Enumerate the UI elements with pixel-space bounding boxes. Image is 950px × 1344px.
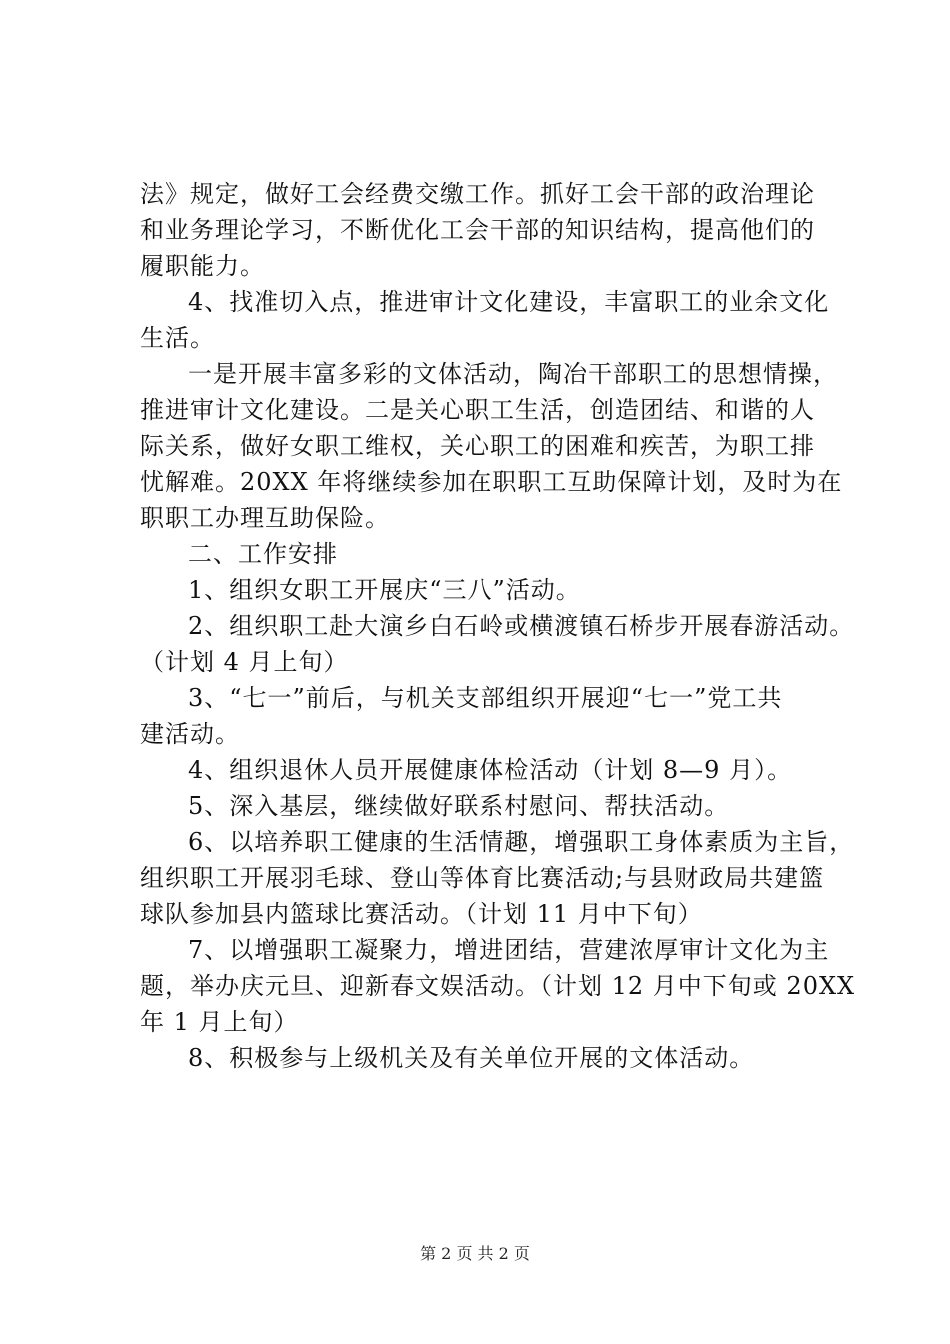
text-line: 履职能力。 <box>140 252 265 280</box>
text-line: 球队参加县内篮球比赛活动。（计划 11 月中下旬） <box>140 900 703 928</box>
text-line: 一是开展丰富多彩的文体活动，陶冶干部职工的思想情操， <box>188 360 838 388</box>
text-line: 6、以培养职工健康的生活情趣，增强职工身体素质为主旨， <box>188 828 855 856</box>
text-line: 推进审计文化建设。二是关心职工生活，创造团结、和谐的人 <box>140 396 815 424</box>
text-line: 3、“七一”前后，与机关支部组织开展迎“七一”党工共 <box>188 684 783 712</box>
text-line: 2、组织职工赴大演乡白石岭或横渡镇石桥步开展春游活动。 <box>188 612 855 640</box>
text-line: 年 1 月上旬） <box>140 1008 299 1036</box>
text-line: 法》规定，做好工会经费交缴工作。抓好工会干部的政治理论 <box>140 180 815 208</box>
text-line: 7、以增强职工凝聚力，增进团结，营建浓厚审计文化为主 <box>188 936 830 964</box>
text-line: 4、组织退休人员开展健康体检活动（计划 8—9 月）。 <box>188 756 793 784</box>
document-body <box>140 176 856 1076</box>
text-line: 生活。 <box>140 324 215 352</box>
text-line: 1、组织女职工开展庆“三八”活动。 <box>188 576 581 604</box>
text-line: 4、找准切入点，推进审计文化建设，丰富职工的业余文化 <box>188 288 830 316</box>
section-heading: 二、工作安排 <box>188 540 338 568</box>
text-line: （计划 4 月上旬） <box>140 648 349 676</box>
text-line: 8、积极参与上级机关及有关单位开展的文体活动。 <box>188 1044 755 1072</box>
text-line: 际关系，做好女职工维权，关心职工的困难和疾苦，为职工排 <box>140 432 815 460</box>
text-line: 组织职工开展羽毛球、登山等体育比赛活动;与县财政局共建篮 <box>140 864 825 892</box>
page-footer: 第 2 页 共 2 页 <box>420 1244 530 1263</box>
text-line: 职职工办理互助保险。 <box>140 504 390 532</box>
text-line: 建活动。 <box>140 720 240 748</box>
text-line: 忧解难。20XX 年将继续参加在职职工互助保障计划，及时为在 <box>140 468 843 496</box>
text-line: 和业务理论学习，不断优化工会干部的知识结构，提高他们的 <box>140 216 815 244</box>
text-line: 5、深入基层，继续做好联系村慰问、帮扶活动。 <box>188 792 730 820</box>
text-line: 题，举办庆元旦、迎新春文娱活动。（计划 12 月中下旬或 20XX <box>140 972 856 1000</box>
